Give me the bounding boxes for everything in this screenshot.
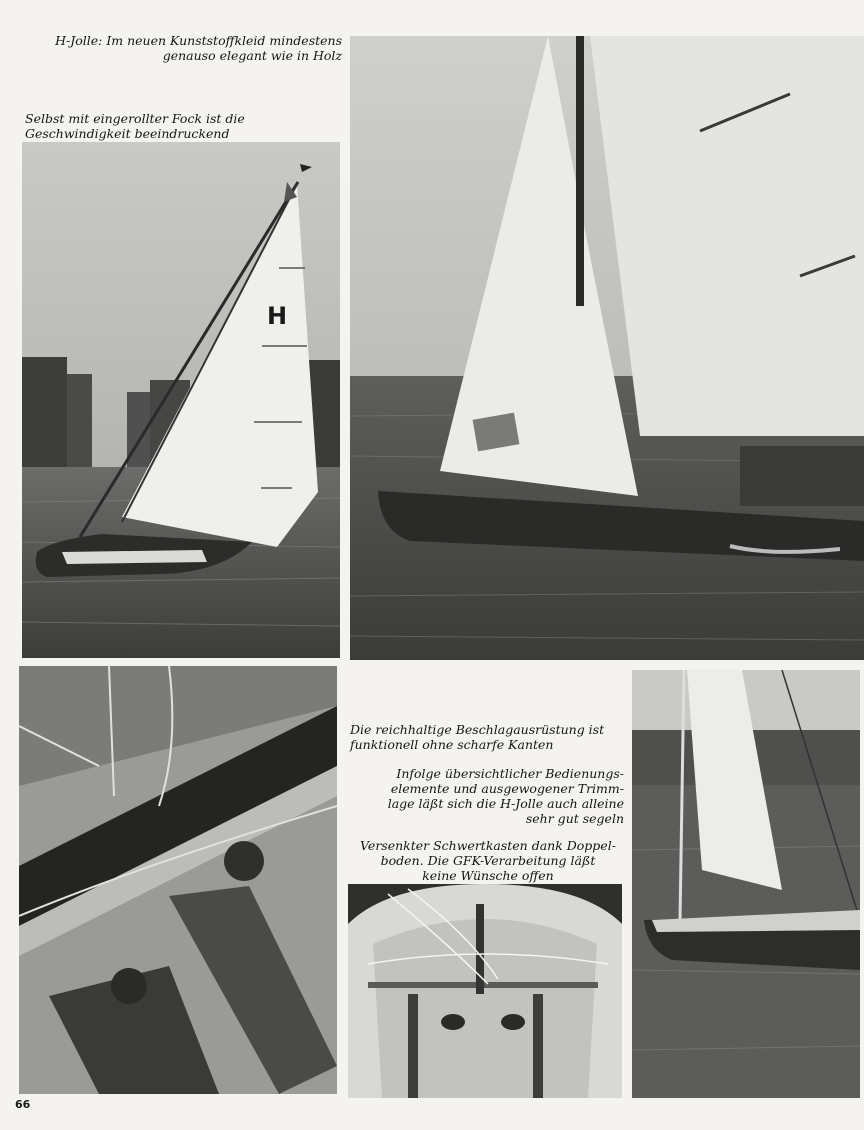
page-number: 66	[15, 1098, 31, 1111]
caption-line: lage läßt sich die H-Jolle auch alleine	[387, 796, 624, 811]
caption-line: Geschwindigkeit beeindruckend	[25, 126, 230, 141]
caption-trimm	[348, 766, 624, 826]
photo-dinghy-sailing	[22, 142, 340, 658]
caption-line: elemente und ausgewogener Trimm-	[390, 781, 624, 796]
caption-fock	[25, 111, 345, 141]
photo-cockpit-above	[348, 884, 622, 1098]
photo-sailboat-closeup	[350, 36, 864, 660]
caption-line: Selbst mit eingerollter Fock ist die	[25, 111, 245, 126]
caption-schwert	[352, 838, 624, 883]
caption-line: H-Jolle: Im neuen Kunststoffkleid mindestens	[55, 33, 342, 48]
caption-line: funktionell ohne scharfe Kanten	[350, 737, 554, 752]
caption-line: sehr gut segeln	[525, 811, 624, 826]
caption-line: genauso elegant wie in Holz	[162, 48, 342, 63]
photo-deck-fittings	[19, 666, 337, 1094]
caption-beschlag	[350, 722, 640, 752]
caption-line: boden. Die GFK-Verarbeitung läßt	[380, 853, 596, 868]
sail-letter: H	[267, 302, 288, 330]
caption-line: keine Wünsche offen	[422, 868, 554, 883]
photo-sailing-alone	[632, 670, 860, 1098]
caption-line: Die reichhaltige Beschlagausrüstung ist	[350, 722, 605, 737]
caption-line: Versenkter Schwertkasten dank Doppel-	[360, 838, 616, 853]
caption-line: Infolge übersichtlicher Bedienungs-	[396, 766, 624, 781]
caption-h-jolle	[20, 33, 342, 63]
